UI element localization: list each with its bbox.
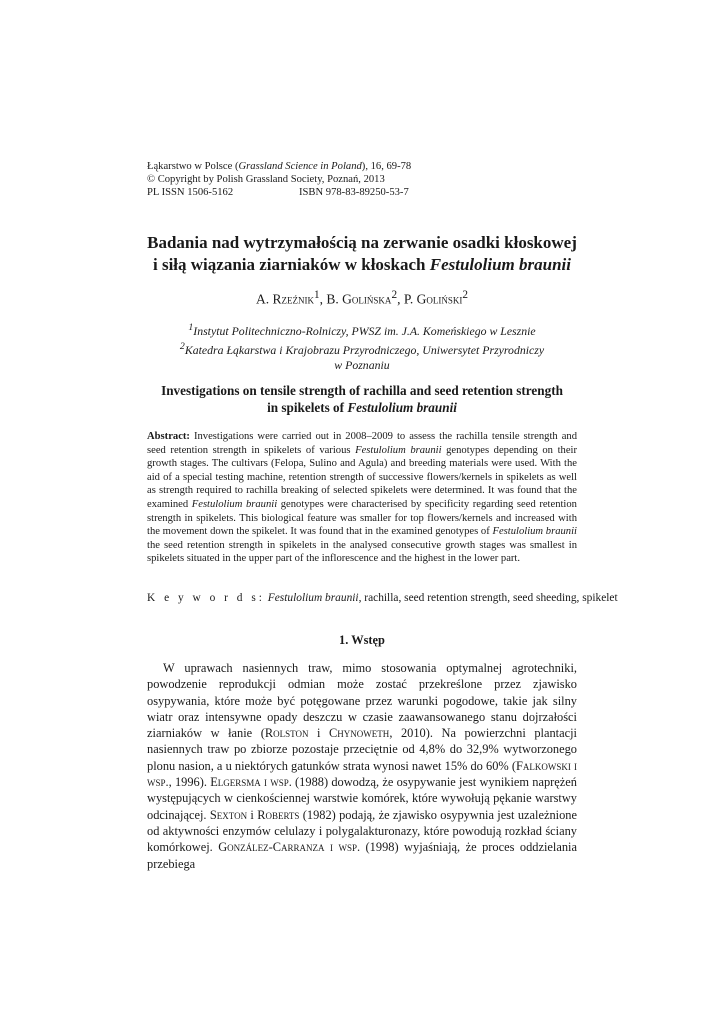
- affiliation-1: $^1$Instytut Politechniczno-Rolniczy, PWSZ im. J.A. Komeńskiego w Lesznie: [188, 322, 536, 338]
- issn: PL ISSN 1506-5162: [147, 187, 234, 198]
- paper-title-english: Investigations on tensile strength of rachilla and seed retention strength in spikelets of Festulolium braunii: [161, 383, 563, 415]
- issn-isbn-row: [147, 186, 577, 199]
- author-list: A. Rzeźnik$^1$, B. Golińska$^2$, P. Goliński$^2$: [256, 289, 468, 307]
- abstract-label: Abstract:: [147, 431, 190, 442]
- body-text: [147, 660, 577, 872]
- paper-title-polish: Badania nad wytrzymałością na zerwanie osadki kłoskowej i siłą wiązania ziarniaków w kłoskach Festulolium braunii: [147, 233, 577, 274]
- section-heading: 1. Wstęp: [339, 633, 385, 647]
- affiliations: [147, 320, 577, 373]
- copyright-line: © Copyright by Polish Grassland Society, Poznań, 2013: [147, 174, 385, 185]
- keywords-label: K e y w o r d s:: [147, 592, 265, 604]
- abstract: Abstract: Investigations were carried out in 2008–2009 to assess the rachilla tensile strength and seed retention strength in spikelets of various Festulolium braunii genotypes depending on their growth stages. The cultivars (Felopa, Sulino and Agula) and breeding materials were used. With the aid of a special testing machine, retention strength of successive flowers/kernels in spikelets as well as strength required to rachilla breaking of selected spikelets were determined. It was found that the examined Festulolium braunii genotypes were characterised by specificity regarding seed retention strength in spikelets. This biological feature was smaller for top flowers/kernels and increased with the movement down the spikelet. It was found that in the examined genotypes of Festulolium braunii the seed retention strength in spikelets in the analysed consecutive growth stages was smallest in spikelets situated in the upper part of the inflorescence and the highest in the lower part.: [147, 431, 577, 565]
- author-1: A. Rzeźnik: [256, 291, 315, 307]
- paragraph: W uprawach nasiennych traw, mimo stosowania optymalnej agrotechniki, powodzenie reprodukcji odmian może zostać przekreślone przez zjawisko osypywania, które może być potęgowane przez warunki pogodowe, takie jak silny wiatr oraz intensywne opady deszczu w czasie zaawansowanego stanu dojrzałości ziarniaków w łanie (Rolston i Chynoweth, 2010). Na powierzchni plantacji nasiennych traw po zbiorze pozostaje przeciętnie od 4,8% do 32,9% wytworzonego plonu nasion, a u niektórych gatunków strata wynosi nawet 15% do 60% (Falkowski i wsp., 1996). Elgersma i wsp. (1988) dowodzą, że osypywanie jest wynikiem naprężeń występujących w cienkościennej warstwie komórek, które wywołują pękanie warstwy odcinającej. Sexton i Roberts (1982) podają, że zjawisko osypywnia jest uzależnione od aktywności enzymów celulazy i polygalakturonazy, które powodują rozkład ściany komórkowej. González-Carranza i wsp. (1998) wyjaśniają, że proces oddzielania przebiega: [147, 661, 577, 871]
- isbn: ISBN 978-83-89250-53-7: [299, 187, 409, 198]
- journal-citation: Łąkarstwo w Polsce (Grassland Science in Poland), 16, 69-78: [147, 161, 412, 172]
- author-3: P. Goliński: [403, 291, 463, 307]
- affiliation-2: $^2$Katedra Łąkarstwa i Krajobrazu Przyrodniczego, Uniwersytet Przyrodniczy: [179, 340, 545, 357]
- keywords: K e y w o r d s: Festulolium braunii, rachilla, seed retention strength, seed sheeding, spikelet: [147, 592, 618, 604]
- affiliation-2-cont: w Poznaniu: [334, 357, 390, 372]
- journal-header: [147, 160, 577, 199]
- author-2: B. Golińska: [326, 291, 392, 307]
